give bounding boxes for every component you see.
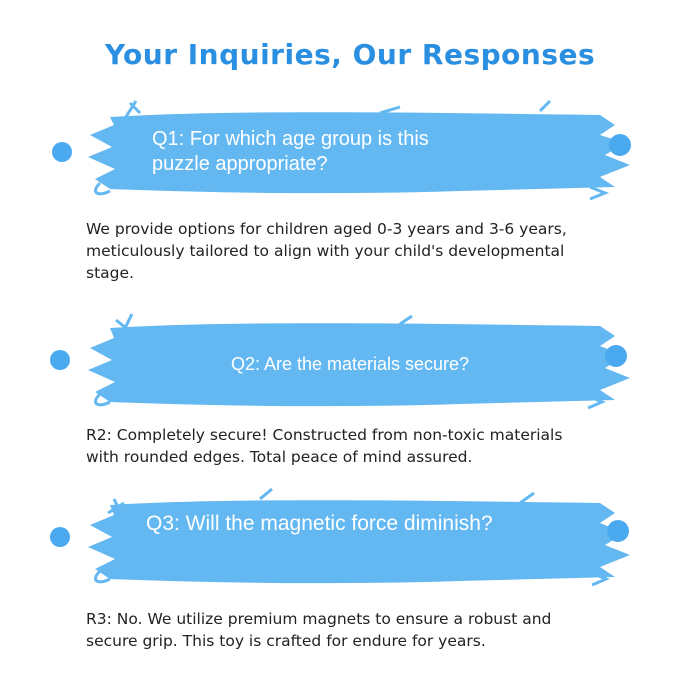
question-banner-2 [40,310,660,420]
answer-1: We provide options for children aged 0-3 years and 3-6 years, meticulously tailored to align with your child's developmental stage. [86,220,567,282]
page-title: Your Inquiries, Our Responses [104,38,596,71]
question-banner-3 [40,485,660,595]
brush-stroke-3 [40,485,660,595]
question-banner-1 [40,95,660,205]
answer-3: R3: No. We utilize premium magnets to ensure a robust and secure grip. This toy is crafted for endure for years. [86,610,552,650]
question-1: Q1: For which age group is this puzzle appropriate? [152,128,429,175]
question-3: Q3: Will the magnetic force diminish? [146,512,493,535]
question-2: Q2: Are the materials secure? [230,354,470,374]
answer-2: R2: Completely secure! Constructed from non-toxic materials with rounded edges. Total peace of mind assured. [86,426,563,466]
